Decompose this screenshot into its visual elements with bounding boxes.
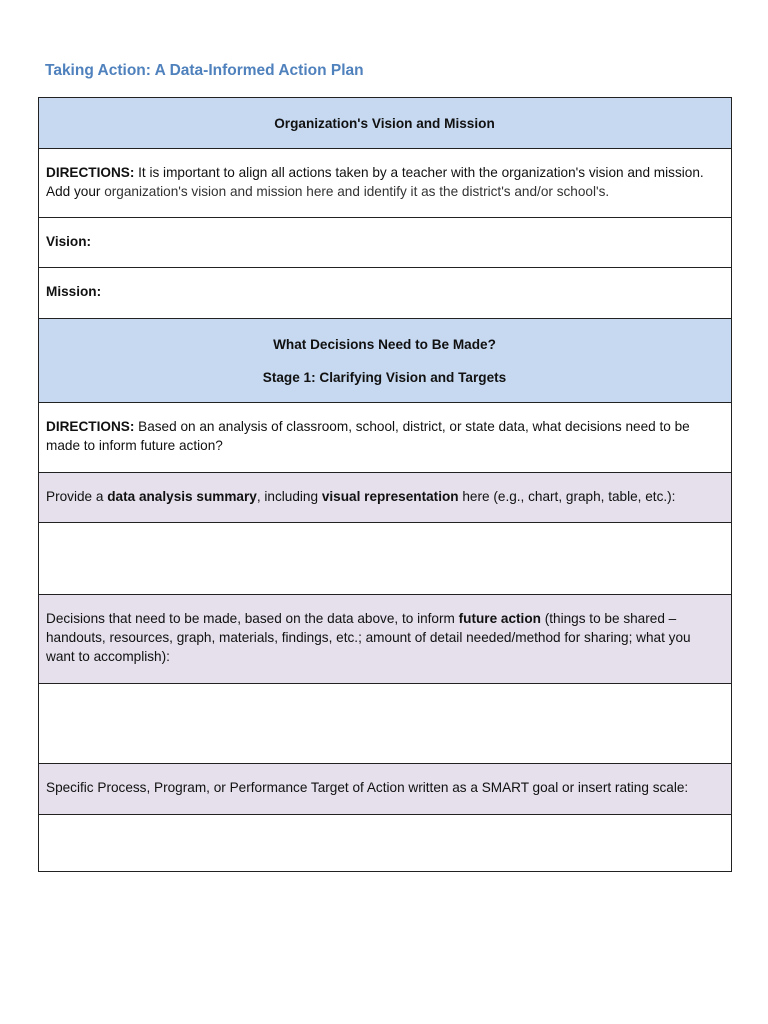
decisions-prompt-row (39, 595, 732, 684)
decisions-header-row (39, 319, 732, 403)
summary-prompt-text: , including (256, 489, 322, 504)
summary-prompt-bold: data analysis summary (107, 489, 257, 504)
vision-row (39, 218, 732, 268)
directions-text-continued: organization's vision and mission here and identify it as the district's and/or school's. (104, 184, 610, 199)
target-answer-row (39, 815, 732, 872)
decisions-header-cell (39, 319, 732, 403)
vision-label: Vision: (46, 234, 92, 249)
summary-answer-cell[interactable] (39, 523, 732, 595)
stage-heading: Stage 1: Clarifying Vision and Targets (262, 369, 507, 385)
vision-directions-row (39, 149, 732, 218)
decisions-answer-cell[interactable] (39, 684, 732, 764)
mission-row (39, 268, 732, 319)
mission-label: Mission: (46, 284, 102, 299)
summary-prompt-bold: visual representation (321, 489, 459, 504)
decisions-directions-row (39, 403, 732, 473)
decisions-answer-row (39, 684, 732, 764)
decisions-prompt-bold: future action (458, 611, 541, 626)
summary-prompt-row (39, 473, 732, 523)
target-prompt-row (39, 764, 732, 815)
decisions-prompt-text: (things to be shared – handouts, resources, graph, materials, findings, etc.; amount of detail needed/method for sharing; what you want to accomplish): (46, 611, 691, 664)
decisions-prompt-cell (39, 595, 732, 684)
vision-mission-header-row (39, 98, 732, 149)
vision-mission-header: Organization's Vision and Mission (39, 98, 732, 149)
directions-text: Based on an analysis of classroom, school, district, or state data, what decisions need to be made to inform future action? (46, 419, 690, 453)
decisions-header: What Decisions Need to Be Made? (273, 336, 496, 352)
vision-directions-cell (39, 149, 732, 218)
directions-label: DIRECTIONS: (46, 165, 135, 180)
decisions-prompt-text: Decisions that need to be made, based on the data above, to inform (46, 611, 459, 626)
target-answer-cell[interactable] (39, 815, 732, 872)
decisions-directions-cell (39, 403, 732, 473)
directions-label: DIRECTIONS: (46, 419, 135, 434)
summary-answer-row (39, 523, 732, 595)
summary-prompt-cell (39, 473, 732, 523)
mission-cell[interactable] (39, 268, 732, 319)
summary-prompt-text: here (e.g., chart, graph, table, etc.): (458, 489, 676, 504)
target-prompt-cell: Specific Process, Program, or Performance Target of Action written as a SMART goal or insert rating scale: (39, 764, 732, 815)
action-plan-table (38, 97, 732, 872)
vision-cell[interactable] (39, 218, 732, 268)
document-title: Taking Action: A Data-Informed Action Plan (45, 62, 364, 79)
directions-text: It is important to align all actions taken by a teacher with the organization's vision and mission. Add your (46, 165, 704, 199)
summary-prompt-text: Provide a (46, 489, 108, 504)
